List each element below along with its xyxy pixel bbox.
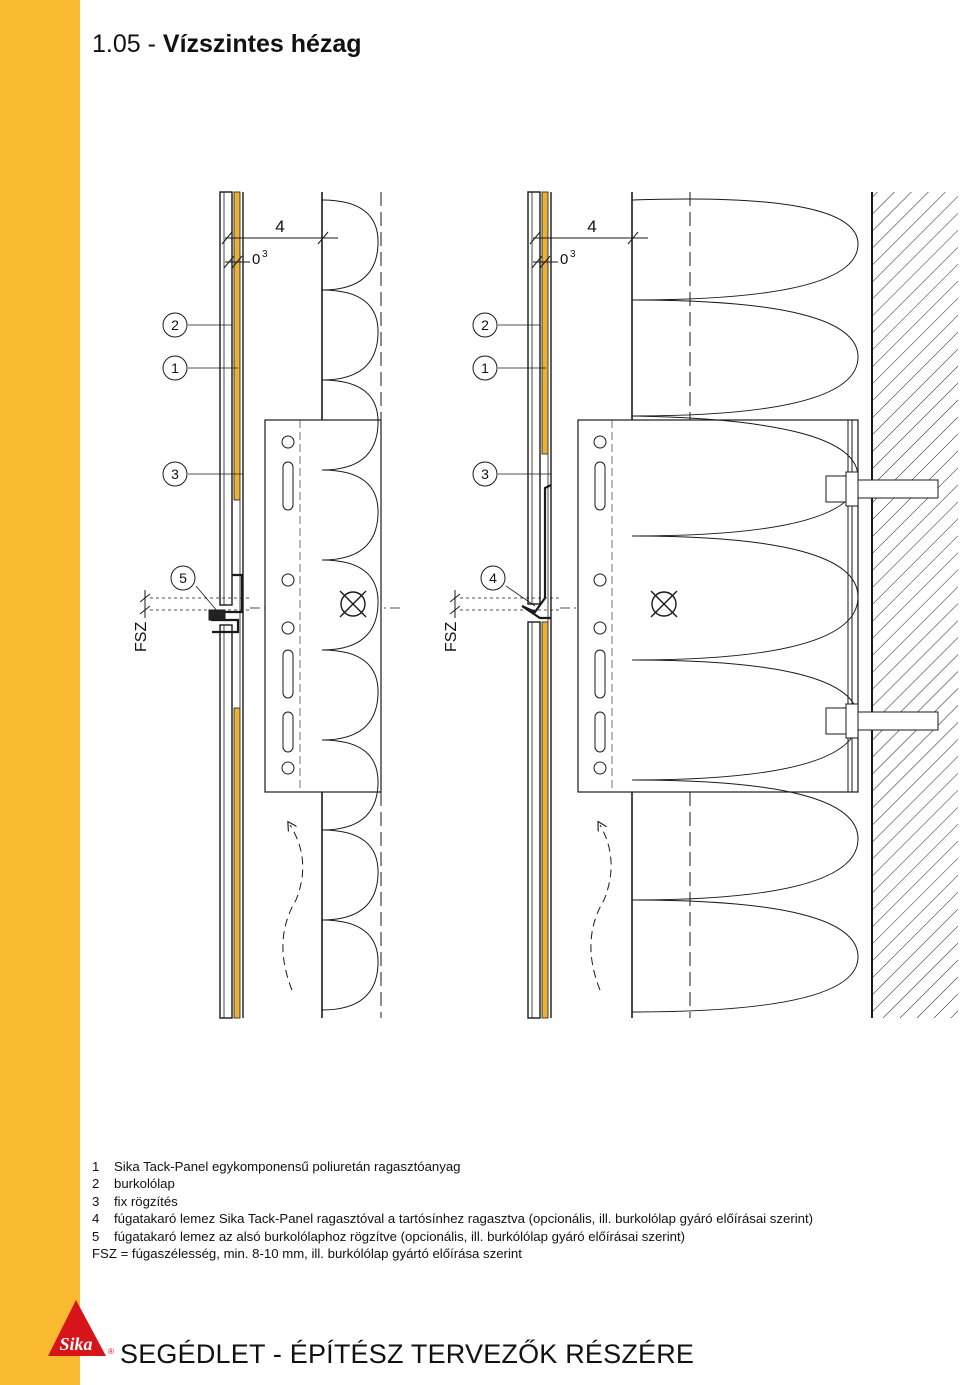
- legend-item: 3 fix rögzítés: [92, 1193, 178, 1209]
- right-wall: [872, 192, 958, 1018]
- left-joint-label: FSZ: [133, 621, 150, 652]
- right-callout-2: 2: [481, 317, 489, 333]
- right-airflow-arrow: [591, 825, 611, 990]
- right-adhesive-lower: [542, 622, 548, 1018]
- right-callout-1: 1: [481, 360, 489, 376]
- page-heading: Vízszintes hézag: [162, 30, 362, 58]
- right-dim-small: 0: [560, 251, 569, 268]
- left-dim-small: 0: [252, 251, 261, 268]
- legend-item: 2 burkolólap: [92, 1176, 175, 1192]
- legend-item: 5 fúgatakaró lemez az alsó burkolólaphoz rögzítve (opcionális, ill. burkólólap gyáró előírásai szerint): [92, 1228, 686, 1244]
- legend-item: 1 Sika Tack-Panel egykomponensű poliuretán ragasztóanyag: [92, 1159, 461, 1174]
- right-dim-small-sup: 3: [570, 249, 576, 260]
- left-callout-1: 1: [171, 360, 179, 376]
- footer-title: SEGÉDLET - ÉPÍTÉSZ TERVEZŐK RÉSZÉRE: [120, 1339, 695, 1369]
- right-bracket: [578, 420, 858, 792]
- right-callout-3: 3: [481, 466, 489, 482]
- left-callout-2: 2: [171, 317, 179, 333]
- left-adhesive-lower: [234, 708, 240, 1018]
- right-detail: [450, 192, 958, 1018]
- left-callout-5: 5: [179, 570, 187, 586]
- left-dim-small-sup: 3: [262, 249, 268, 260]
- left-bracket: [265, 420, 381, 792]
- right-callout-4: 4: [489, 570, 497, 586]
- left-panel-lower: [220, 625, 232, 1018]
- legend-note: FSZ = fúgaszélesség, min. 8-10 mm, ill. burkólólap gyártó előírása szerint: [92, 1246, 522, 1262]
- left-detail: [140, 192, 400, 1018]
- left-airflow-arrow: [283, 825, 303, 990]
- right-adhesive-upper: [542, 192, 548, 454]
- right-panel-upper: [528, 192, 540, 604]
- right-panel-lower: [528, 622, 540, 1018]
- legend-item: 4 fúgatakaró lemez Sika Tack-Panel ragasztóval a tartósínhez ragasztva (opcionális, ill. burkolólap gyáró előírásai szerint): [92, 1211, 814, 1227]
- page-number: 1.05 -: [92, 30, 156, 58]
- left-panel-upper: [220, 192, 232, 605]
- left-callout-3: 3: [171, 466, 179, 482]
- sika-logo-mark: ®: [108, 1347, 114, 1356]
- legend: [92, 1158, 958, 1262]
- right-joint-label: FSZ: [443, 621, 460, 652]
- left-dim-top: 4: [275, 217, 285, 236]
- sika-logo: [46, 1298, 118, 1358]
- right-dim-top: 4: [587, 217, 597, 236]
- sika-logo-text: Sika: [59, 1334, 93, 1354]
